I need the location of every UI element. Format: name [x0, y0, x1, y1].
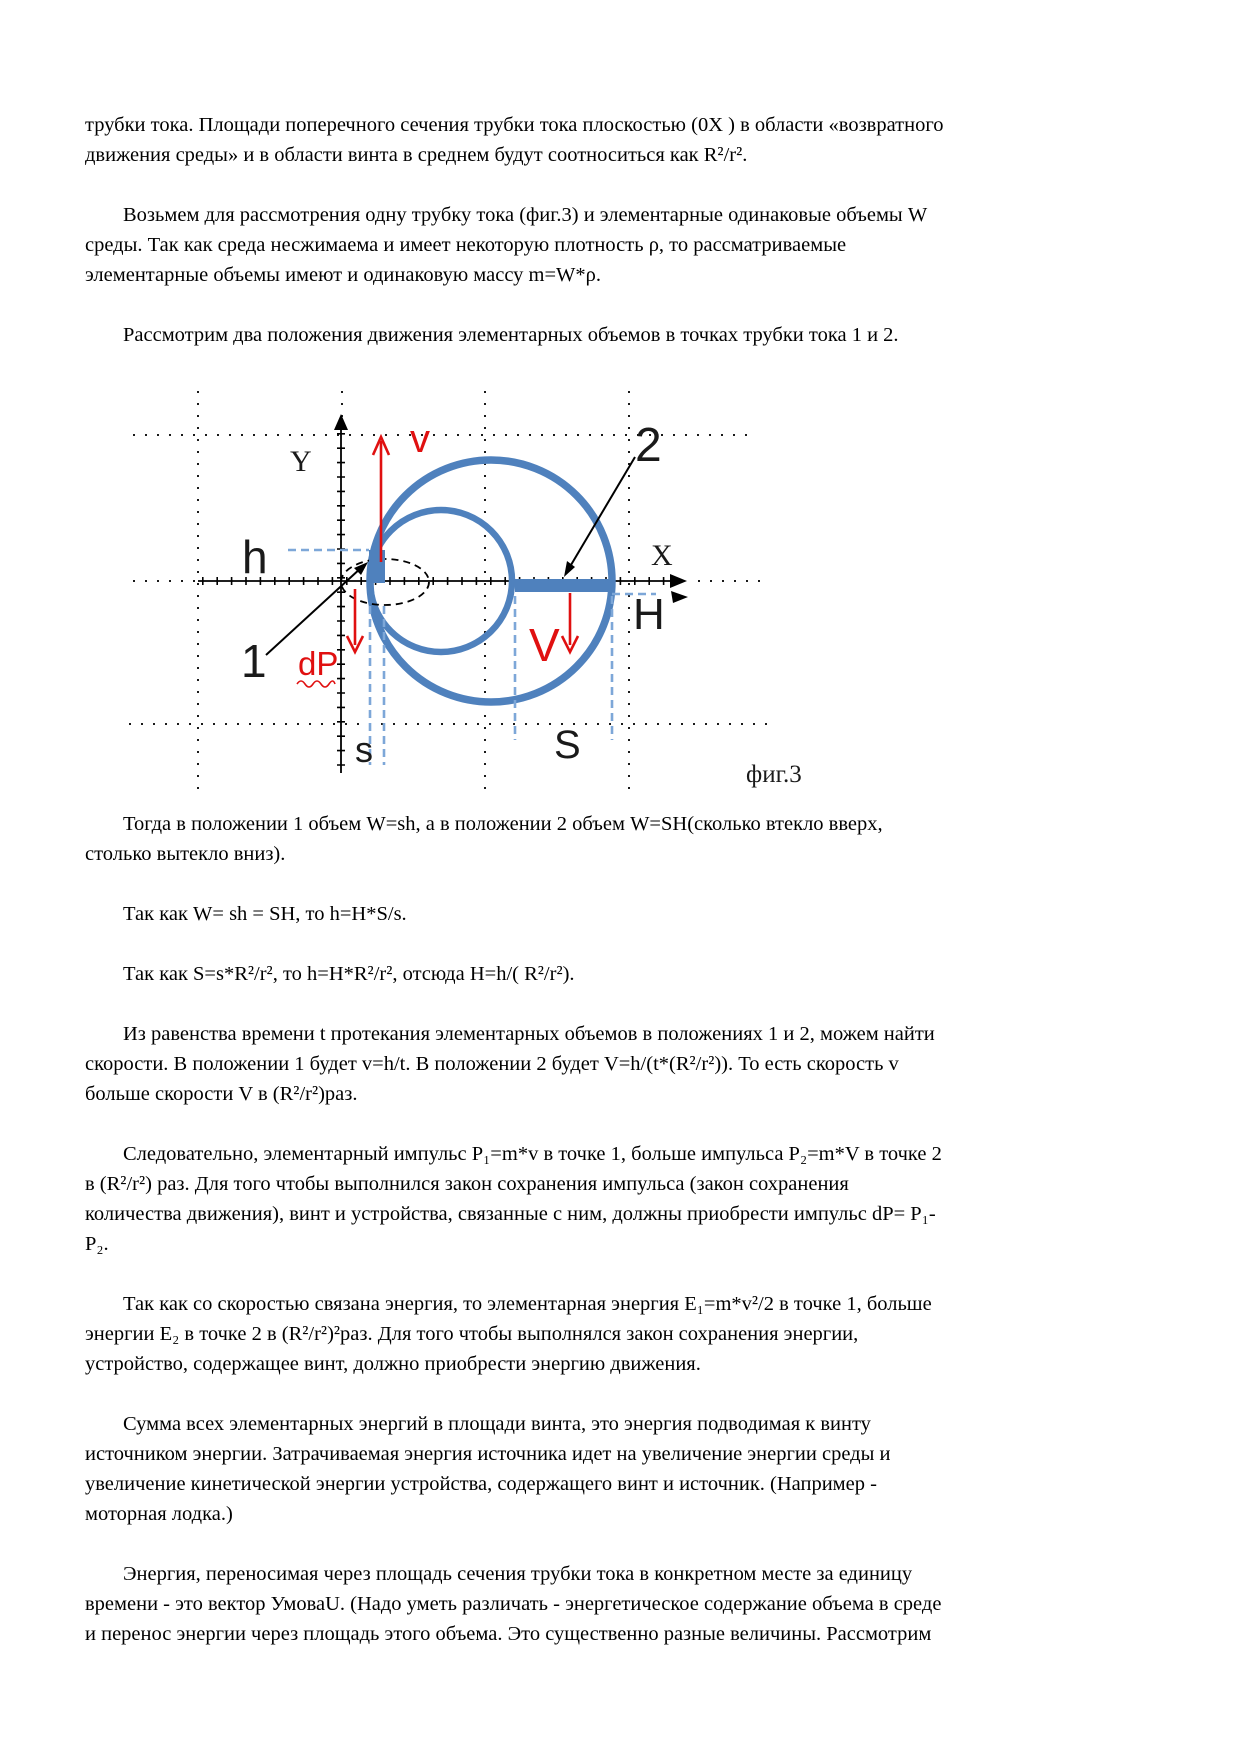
- y-axis: [334, 414, 348, 773]
- grid-dotted-lines: [129, 391, 776, 795]
- text-line: источником энергии. Затрачиваемая энергия источника идет на увеличение энергии среды и: [85, 1443, 891, 1465]
- paragraph: [85, 1559, 1161, 1649]
- v-big-label: V: [529, 619, 560, 671]
- y-axis-arrowhead: [334, 414, 348, 430]
- h-big-label: H: [633, 590, 665, 639]
- text-line: устройство, содержащее винт, должно приобрести энергию движения.: [85, 1353, 701, 1375]
- x-axis-secondary-arrowhead: [671, 591, 688, 603]
- text-line: Возьмем для рассмотрения одну трубку тока (фиг.3) и элементарные одинаковые объемы W: [123, 204, 928, 226]
- y-axis-label: Y: [290, 445, 312, 478]
- s-big-label: S: [554, 723, 581, 767]
- h-small-label: h: [242, 531, 268, 583]
- text-line: в (R²/r²) раз. Для того чтобы выполнился закон сохранения импульса (закон сохранения: [85, 1173, 849, 1195]
- leader-point-1: [266, 562, 368, 655]
- paragraph: [85, 110, 1161, 170]
- point-2-label: 2: [635, 419, 662, 472]
- text-line: Так как со скоростью связана энергия, то элементарная энергия E₁=m*v²/2 в точке 1, больше: [123, 1293, 932, 1315]
- paragraph: [85, 1019, 1161, 1109]
- text-line: Из равенства времени t протекания элементарных объемов в положениях 1 и 2, можем найти: [123, 1023, 935, 1045]
- x-axis-label: X: [651, 539, 673, 572]
- leader-point-2: [564, 457, 635, 577]
- text-line: Энергия, переносимая через площадь сечения трубки тока в конкретном месте за единицу: [123, 1563, 913, 1585]
- text-line: среды. Так как среда несжимаема и имеет некоторую плотность ρ, то рассматриваемые: [85, 234, 847, 256]
- stream-tube-diagram: [113, 380, 813, 805]
- text-line: трубки тока. Площади поперечного сечения трубки тока плоскостью (0X ) в области «возвратного: [85, 114, 944, 136]
- paragraph: [85, 320, 1161, 350]
- text-line: увеличение кинетической энергии устройства, содержащего винт и источник. (Например -: [85, 1473, 877, 1495]
- v-small-label: v: [410, 417, 430, 461]
- text-line: энергии E₂ в точке 2 в (R²/r²)²раз. Для того чтобы выполнялся закон сохранения энергии,: [85, 1323, 859, 1345]
- text-line: движения среды» и в области винта в среднем будут соотноситься как R²/r².: [85, 144, 748, 166]
- x-axis-arrowhead: [670, 574, 687, 588]
- figure-fig3: [113, 380, 1161, 805]
- paragraph: [85, 899, 1161, 929]
- text-line: Так как W= sh = SH, то h=H*S/s.: [123, 903, 407, 925]
- section-2-rect: [515, 579, 612, 592]
- point-1-label: 1: [241, 635, 267, 687]
- text-line: столько вытекло вниз).: [85, 843, 286, 865]
- text-line: элементарные объемы имеют и одинаковую массу m=W*ρ.: [85, 264, 601, 286]
- text-line: больше скорости V в (R²/r²)раз.: [85, 1083, 358, 1105]
- section-1-rect: [369, 550, 385, 583]
- figure-caption: фиг.3: [746, 761, 802, 788]
- paragraph: [85, 959, 1161, 989]
- text-line: Сумма всех элементарных энергий в площади винта, это энергия подводимая к винту: [123, 1413, 871, 1435]
- text-line: скорости. В положении 1 будет v=h/t. В положении 2 будет V=h/(t*(R²/r²)). То есть скорость v: [85, 1053, 899, 1075]
- text-line: Следовательно, элементарный импульс P₁=m*v в точке 1, больше импульса P₂=m*V в точке 2: [123, 1143, 942, 1165]
- velocity-arrow-down-left: [347, 589, 363, 652]
- text-line: Так как S=s*R²/r², то h=H*R²/r², отсюда H=h/( R²/r²).: [123, 963, 575, 985]
- paragraph: [85, 1139, 1161, 1259]
- paragraph: [85, 1289, 1161, 1379]
- text-line: и перенос энергии через площадь этого объема. Это существенно разные величины. Рассмотрим: [85, 1623, 932, 1645]
- paragraph: [85, 809, 1161, 869]
- text-line: моторная лодка.): [85, 1503, 233, 1525]
- text-line: Тогда в положении 1 объем W=sh, а в положении 2 объем W=SH(сколько втекло вверх,: [123, 813, 883, 835]
- text-line: времени - это вектор УмоваU. (Надо уметь различать - энергетическое содержание объема в среде: [85, 1593, 942, 1615]
- dp-label: dP: [298, 645, 339, 682]
- text-line: Рассмотрим два положения движения элементарных объемов в точках трубки тока 1 и 2.: [123, 324, 899, 346]
- text-line: P₂.: [85, 1233, 109, 1255]
- body-text-bottom: [85, 809, 1161, 1649]
- body-text-top: [85, 110, 1161, 350]
- s-small-label: s: [355, 729, 373, 770]
- paragraph: [85, 1409, 1161, 1529]
- velocity-arrow-down-right: [562, 593, 578, 652]
- text-line: количества движения), винт и устройства, связанные с ним, должны приобрести импульс dP= P₁-: [85, 1203, 936, 1225]
- paragraph: [85, 200, 1161, 290]
